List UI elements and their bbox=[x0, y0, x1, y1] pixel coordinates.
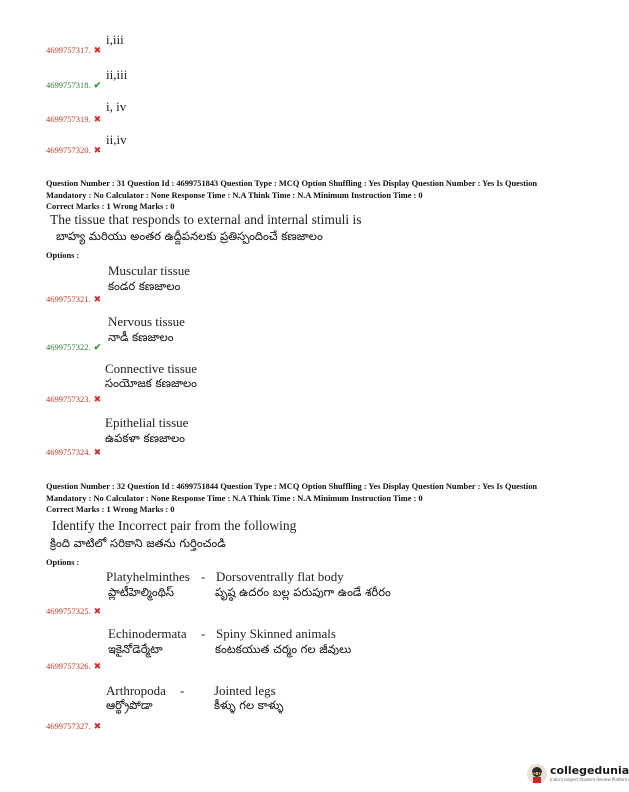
wrong-mark-icon: ✖ bbox=[93, 145, 102, 155]
wrong-mark-icon: ✖ bbox=[93, 114, 102, 124]
wrong-mark-icon: ✖ bbox=[93, 447, 102, 457]
option-row bbox=[46, 337, 101, 355]
option-right-text: Spiny Skinned animals bbox=[216, 626, 336, 641]
option-row bbox=[46, 656, 101, 674]
option-right-text: Jointed legs bbox=[214, 683, 276, 698]
option-id: 4699757319. bbox=[46, 114, 91, 124]
option-right-text-telugu: కంటకయుత చర్మం గల జీవులు bbox=[215, 642, 352, 656]
option-text-telugu: ఉపకళా కణజాలం bbox=[105, 431, 186, 445]
option-text: i,iii bbox=[106, 32, 124, 47]
option-id: 4699757326. bbox=[46, 661, 91, 671]
option-left-text-telugu: ఆర్థ్రోపోడా bbox=[106, 698, 153, 712]
question-meta-line: Mandatory : No Calculator : None Response Time : N.A Think Time : N.A Minimum Instruction Time : 0 bbox=[46, 493, 423, 503]
option-id: 4699757321. bbox=[46, 294, 91, 304]
option-left-text-telugu: ఇకైనోడెర్మేటా bbox=[108, 642, 163, 656]
wrong-mark-icon: ✖ bbox=[93, 721, 102, 731]
option-id: 4699757323. bbox=[46, 394, 91, 404]
option-row bbox=[46, 40, 101, 58]
option-text-telugu: కండర కణజాలం bbox=[108, 279, 181, 293]
option-row bbox=[46, 716, 101, 734]
wrong-mark-icon: ✖ bbox=[93, 394, 102, 404]
option-left-text: Platyhelminthes bbox=[106, 569, 190, 584]
option-text: Muscular tissue bbox=[108, 263, 190, 278]
question-meta-line: Question Number : 31 Question Id : 4699751843 Question Type : MCQ Option Shuffling : Yes Display Question Number : Yes Is Question bbox=[46, 179, 538, 188]
correct-check-icon: ✔ bbox=[93, 342, 102, 352]
option-row bbox=[46, 109, 101, 127]
option-dash: - bbox=[180, 683, 185, 698]
option-row bbox=[46, 140, 101, 158]
mascot-icon bbox=[526, 763, 548, 785]
option-dash: - bbox=[201, 626, 206, 641]
logo-wordmark: collegedunia bbox=[550, 764, 629, 777]
option-text: ii,iv bbox=[106, 132, 127, 147]
option-text: Epithelial tissue bbox=[105, 415, 189, 430]
options-label: Options : bbox=[46, 558, 80, 567]
option-left-text: Arthropoda bbox=[106, 683, 166, 698]
option-id: 4699757327. bbox=[46, 721, 91, 731]
option-row bbox=[46, 601, 101, 619]
logo-tagline: India's largest Student Review Platform bbox=[550, 777, 629, 782]
option-text: ii,iii bbox=[106, 67, 128, 82]
question-marks: Correct Marks : 1 Wrong Marks : 0 bbox=[46, 202, 175, 211]
option-id: 4699757317. bbox=[46, 45, 91, 55]
question-text: Identify the Incorrect pair from the following bbox=[52, 518, 297, 533]
option-left-text-telugu: ప్లాటీహెల్మింథిస్ bbox=[108, 585, 174, 599]
option-row bbox=[46, 75, 101, 93]
option-right-text: Dorsoventrally flat body bbox=[216, 569, 344, 584]
option-right-text-telugu: పృష్ఠ ఉదరం బల్ల పరుపుగా ఉండే శరీరం bbox=[215, 585, 391, 599]
option-right-text-telugu: కీళ్ళు గల కాళ్ళు bbox=[214, 698, 284, 712]
option-left-text: Echinodermata bbox=[108, 626, 187, 641]
option-text: Connective tissue bbox=[105, 361, 198, 376]
option-row bbox=[46, 289, 101, 307]
option-row bbox=[46, 442, 101, 460]
question-text: The tissue that responds to external and internal stimuli is bbox=[50, 212, 362, 227]
question-marks: Correct Marks : 1 Wrong Marks : 0 bbox=[46, 505, 175, 514]
question-text-telugu: క్రింది వాటిలో సరికాని జతను గుర్తించండి bbox=[50, 536, 226, 550]
option-text-telugu: సంయోజక కణజాలం bbox=[105, 376, 197, 390]
wrong-mark-icon: ✖ bbox=[93, 661, 102, 671]
option-id: 4699757324. bbox=[46, 447, 91, 457]
option-row bbox=[46, 389, 101, 407]
question-meta-line: Mandatory : No Calculator : None Response Time : N.A Think Time : N.A Minimum Instruction Time : 0 bbox=[46, 190, 423, 200]
option-text: i, iv bbox=[106, 99, 127, 114]
option-id: 4699757325. bbox=[46, 606, 91, 616]
option-id: 4699757320. bbox=[46, 145, 91, 155]
option-id: 4699757322. bbox=[46, 342, 91, 352]
option-id: 4699757318. bbox=[46, 80, 91, 90]
question-text-telugu: బాహ్య మరియు అంతర ఉద్దీపనలకు ప్రతిస్పందించే కణజాలం bbox=[56, 229, 323, 243]
wrong-mark-icon: ✖ bbox=[93, 45, 102, 55]
options-label: Options : bbox=[46, 251, 80, 260]
option-text: Nervous tissue bbox=[108, 314, 185, 329]
question-meta-line: Question Number : 32 Question Id : 4699751844 Question Type : MCQ Option Shuffling : Yes Display Question Number : Yes Is Question bbox=[46, 482, 538, 491]
question-meta bbox=[46, 481, 537, 516]
wrong-mark-icon: ✖ bbox=[93, 606, 102, 616]
option-dash: - bbox=[201, 569, 206, 584]
question-meta bbox=[46, 178, 537, 213]
correct-check-icon: ✔ bbox=[93, 80, 102, 90]
wrong-mark-icon: ✖ bbox=[93, 294, 102, 304]
option-text-telugu: నాడీ కణజాలం bbox=[108, 330, 174, 344]
